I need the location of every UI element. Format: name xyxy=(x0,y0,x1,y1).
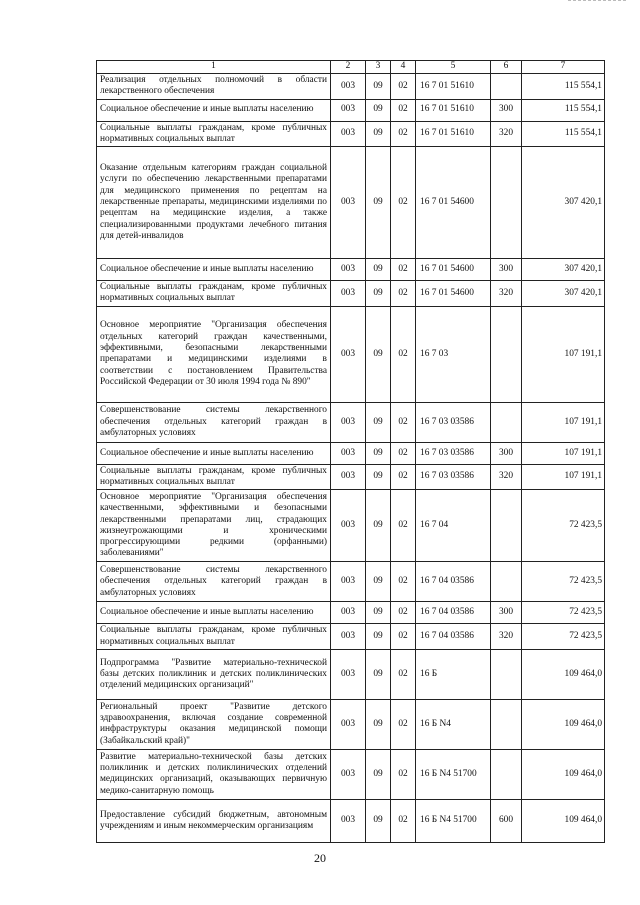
cell-admin-code: 003 xyxy=(331,442,366,464)
cell-amount: 72 423,5 xyxy=(522,490,605,562)
cell-admin-code: 003 xyxy=(331,281,366,307)
cell-amount: 307 420,1 xyxy=(522,281,605,307)
cell-section: 09 xyxy=(366,699,391,749)
table-row xyxy=(97,624,605,650)
cell-expense-type xyxy=(491,562,522,602)
cell-subsection: 02 xyxy=(391,306,416,402)
cell-name: Совершенствование системы лекарственного обеспечения отдельных категорий граждан в амбулаторных условиях xyxy=(97,402,331,442)
cell-section: 09 xyxy=(366,749,391,799)
cell-expense-type xyxy=(491,306,522,402)
cell-name: Социальное обеспечение и иные выплаты населению xyxy=(97,259,331,281)
cell-amount: 72 423,5 xyxy=(522,602,605,624)
cell-subsection: 02 xyxy=(391,402,416,442)
cell-name: Социальное обеспечение и иные выплаты населению xyxy=(97,99,331,121)
cell-target-code: 16 7 01 54600 xyxy=(416,281,491,307)
cell-expense-type: 320 xyxy=(491,464,522,490)
cell-amount: 115 554,1 xyxy=(522,74,605,100)
cell-section: 09 xyxy=(366,259,391,281)
cell-subsection: 02 xyxy=(391,799,416,842)
cell-subsection: 02 xyxy=(391,749,416,799)
cell-target-code: 16 7 03 03586 xyxy=(416,464,491,490)
cell-section: 09 xyxy=(366,306,391,402)
cell-expense-type: 600 xyxy=(491,799,522,842)
cell-target-code: 16 7 01 54600 xyxy=(416,259,491,281)
cell-subsection: 02 xyxy=(391,602,416,624)
cell-target-code: 16 7 04 03586 xyxy=(416,624,491,650)
cell-subsection: 02 xyxy=(391,464,416,490)
column-header: 2 xyxy=(331,61,366,74)
cell-target-code: 16 7 04 03586 xyxy=(416,562,491,602)
cell-name: Реализация отдельных полномочий в области лекарственного обеспечения xyxy=(97,74,331,100)
table-row xyxy=(97,562,605,602)
cell-amount: 107 191,1 xyxy=(522,306,605,402)
cell-name: Региональный проект "Развитие детского здравоохранения, включая создание современной инфраструктуры оказания медицинской помощи (Забайкальский край)" xyxy=(97,699,331,749)
cell-target-code: 16 7 01 51610 xyxy=(416,121,491,147)
cell-admin-code: 003 xyxy=(331,699,366,749)
cell-amount: 307 420,1 xyxy=(522,147,605,259)
cell-amount: 109 464,0 xyxy=(522,649,605,699)
table-header xyxy=(97,61,605,74)
cell-admin-code: 003 xyxy=(331,464,366,490)
table-row xyxy=(97,464,605,490)
cell-section: 09 xyxy=(366,147,391,259)
cell-section: 09 xyxy=(366,402,391,442)
cell-expense-type xyxy=(491,649,522,699)
corner-mark xyxy=(568,0,626,5)
cell-subsection: 02 xyxy=(391,490,416,562)
table-row xyxy=(97,799,605,842)
column-header: 6 xyxy=(491,61,522,74)
cell-subsection: 02 xyxy=(391,562,416,602)
cell-subsection: 02 xyxy=(391,259,416,281)
cell-section: 09 xyxy=(366,649,391,699)
column-header: 4 xyxy=(391,61,416,74)
table-row xyxy=(97,147,605,259)
cell-section: 09 xyxy=(366,562,391,602)
cell-admin-code: 003 xyxy=(331,402,366,442)
cell-name: Подпрограмма "Развитие материально-технической базы детских поликлиник и детских поликлинических отделений медицинских организаций" xyxy=(97,649,331,699)
cell-admin-code: 003 xyxy=(331,147,366,259)
cell-section: 09 xyxy=(366,74,391,100)
cell-name: Социальные выплаты гражданам, кроме публичных нормативных социальных выплат xyxy=(97,121,331,147)
cell-target-code: 16 Б N4 xyxy=(416,699,491,749)
cell-amount: 72 423,5 xyxy=(522,562,605,602)
table-row xyxy=(97,699,605,749)
cell-subsection: 02 xyxy=(391,624,416,650)
cell-amount: 115 554,1 xyxy=(522,121,605,147)
cell-subsection: 02 xyxy=(391,99,416,121)
cell-expense-type xyxy=(491,147,522,259)
budget-table xyxy=(96,60,605,843)
cell-expense-type: 320 xyxy=(491,281,522,307)
cell-amount: 107 191,1 xyxy=(522,402,605,442)
column-header: 7 xyxy=(522,61,605,74)
cell-subsection: 02 xyxy=(391,121,416,147)
table-row xyxy=(97,306,605,402)
cell-admin-code: 003 xyxy=(331,624,366,650)
cell-admin-code: 003 xyxy=(331,649,366,699)
cell-amount: 109 464,0 xyxy=(522,799,605,842)
cell-subsection: 02 xyxy=(391,74,416,100)
cell-section: 09 xyxy=(366,490,391,562)
table-row xyxy=(97,121,605,147)
table-row xyxy=(97,99,605,121)
column-header: 1 xyxy=(97,61,331,74)
table-row xyxy=(97,649,605,699)
cell-subsection: 02 xyxy=(391,442,416,464)
cell-admin-code: 003 xyxy=(331,121,366,147)
cell-section: 09 xyxy=(366,602,391,624)
cell-amount: 307 420,1 xyxy=(522,259,605,281)
table-row xyxy=(97,442,605,464)
cell-expense-type xyxy=(491,490,522,562)
cell-target-code: 16 7 01 51610 xyxy=(416,99,491,121)
table-row xyxy=(97,259,605,281)
cell-section: 09 xyxy=(366,799,391,842)
column-header: 3 xyxy=(366,61,391,74)
cell-amount: 115 554,1 xyxy=(522,99,605,121)
cell-name: Основное мероприятие "Организация обеспечения качественными, эффективными и безопасными лекарственными препаратами лиц, страдающих жизнеугрожающими и хроническими прогрессирующими редкими (орфанными) заболеваниями" xyxy=(97,490,331,562)
column-header: 5 xyxy=(416,61,491,74)
cell-subsection: 02 xyxy=(391,649,416,699)
cell-subsection: 02 xyxy=(391,147,416,259)
cell-expense-type: 300 xyxy=(491,602,522,624)
cell-target-code: 16 Б N4 51700 xyxy=(416,749,491,799)
cell-name: Социальные выплаты гражданам, кроме публичных нормативных социальных выплат xyxy=(97,624,331,650)
cell-name: Социальное обеспечение и иные выплаты населению xyxy=(97,442,331,464)
cell-name: Совершенствование системы лекарственного обеспечения отдельных категорий граждан в амбулаторных условиях xyxy=(97,562,331,602)
cell-expense-type xyxy=(491,749,522,799)
cell-amount: 107 191,1 xyxy=(522,442,605,464)
cell-target-code: 16 7 01 54600 xyxy=(416,147,491,259)
header-row xyxy=(97,61,605,74)
cell-target-code: 16 7 03 03586 xyxy=(416,402,491,442)
cell-admin-code: 003 xyxy=(331,74,366,100)
table-row xyxy=(97,281,605,307)
cell-name: Основное мероприятие "Организация обеспечения отдельных категорий граждан качественными, эффективными, безопасными лекарственными препаратами и медицинскими изделиями в соответствии с постановлением Правительства Российской Федерации от 30 июля 1994 года № 890" xyxy=(97,306,331,402)
cell-target-code: 16 7 01 51610 xyxy=(416,74,491,100)
cell-section: 09 xyxy=(366,624,391,650)
cell-target-code: 16 7 04 03586 xyxy=(416,602,491,624)
cell-expense-type: 300 xyxy=(491,259,522,281)
cell-expense-type: 300 xyxy=(491,99,522,121)
cell-section: 09 xyxy=(366,281,391,307)
cell-expense-type: 320 xyxy=(491,121,522,147)
cell-admin-code: 003 xyxy=(331,749,366,799)
page-number: 20 xyxy=(314,851,326,865)
cell-admin-code: 003 xyxy=(331,306,366,402)
cell-admin-code: 003 xyxy=(331,562,366,602)
table-row xyxy=(97,490,605,562)
cell-subsection: 02 xyxy=(391,281,416,307)
cell-expense-type xyxy=(491,74,522,100)
cell-target-code: 16 7 03 03586 xyxy=(416,442,491,464)
cell-name: Социальные выплаты гражданам, кроме публичных нормативных социальных выплат xyxy=(97,281,331,307)
cell-expense-type xyxy=(491,699,522,749)
cell-expense-type xyxy=(491,402,522,442)
cell-target-code: 16 Б xyxy=(416,649,491,699)
cell-amount: 109 464,0 xyxy=(522,699,605,749)
cell-admin-code: 003 xyxy=(331,490,366,562)
cell-target-code: 16 7 04 xyxy=(416,490,491,562)
cell-section: 09 xyxy=(366,442,391,464)
cell-amount: 72 423,5 xyxy=(522,624,605,650)
cell-section: 09 xyxy=(366,464,391,490)
cell-admin-code: 003 xyxy=(331,799,366,842)
cell-admin-code: 003 xyxy=(331,602,366,624)
table-row xyxy=(97,402,605,442)
cell-name: Социальные выплаты гражданам, кроме публичных нормативных социальных выплат xyxy=(97,464,331,490)
cell-name: Социальное обеспечение и иные выплаты населению xyxy=(97,602,331,624)
cell-amount: 109 464,0 xyxy=(522,749,605,799)
cell-target-code: 16 7 03 xyxy=(416,306,491,402)
cell-expense-type: 320 xyxy=(491,624,522,650)
cell-target-code: 16 Б N4 51700 xyxy=(416,799,491,842)
cell-section: 09 xyxy=(366,99,391,121)
cell-name: Предоставление субсидий бюджетным, автономным учреждениям и иным некоммерческим организациям xyxy=(97,799,331,842)
cell-admin-code: 003 xyxy=(331,259,366,281)
cell-name: Оказание отдельным категориям граждан социальной услуги по обеспечению лекарственными препаратами для медицинского применения по рецептам на лекарственные препараты, медицинскими изделиями по рецептам на медицинские изделия, а также специализированными продуктами лечебного питания для детей-инвалидов xyxy=(97,147,331,259)
table-row xyxy=(97,74,605,100)
cell-admin-code: 003 xyxy=(331,99,366,121)
cell-name: Развитие материально-технической базы детских поликлиник и детских поликлинических отделений медицинских организаций, оказывающих первичную медико-санитарную помощь xyxy=(97,749,331,799)
cell-expense-type: 300 xyxy=(491,442,522,464)
cell-section: 09 xyxy=(366,121,391,147)
table-row xyxy=(97,602,605,624)
cell-amount: 107 191,1 xyxy=(522,464,605,490)
table-body xyxy=(97,74,605,843)
cell-subsection: 02 xyxy=(391,699,416,749)
table-row xyxy=(97,749,605,799)
